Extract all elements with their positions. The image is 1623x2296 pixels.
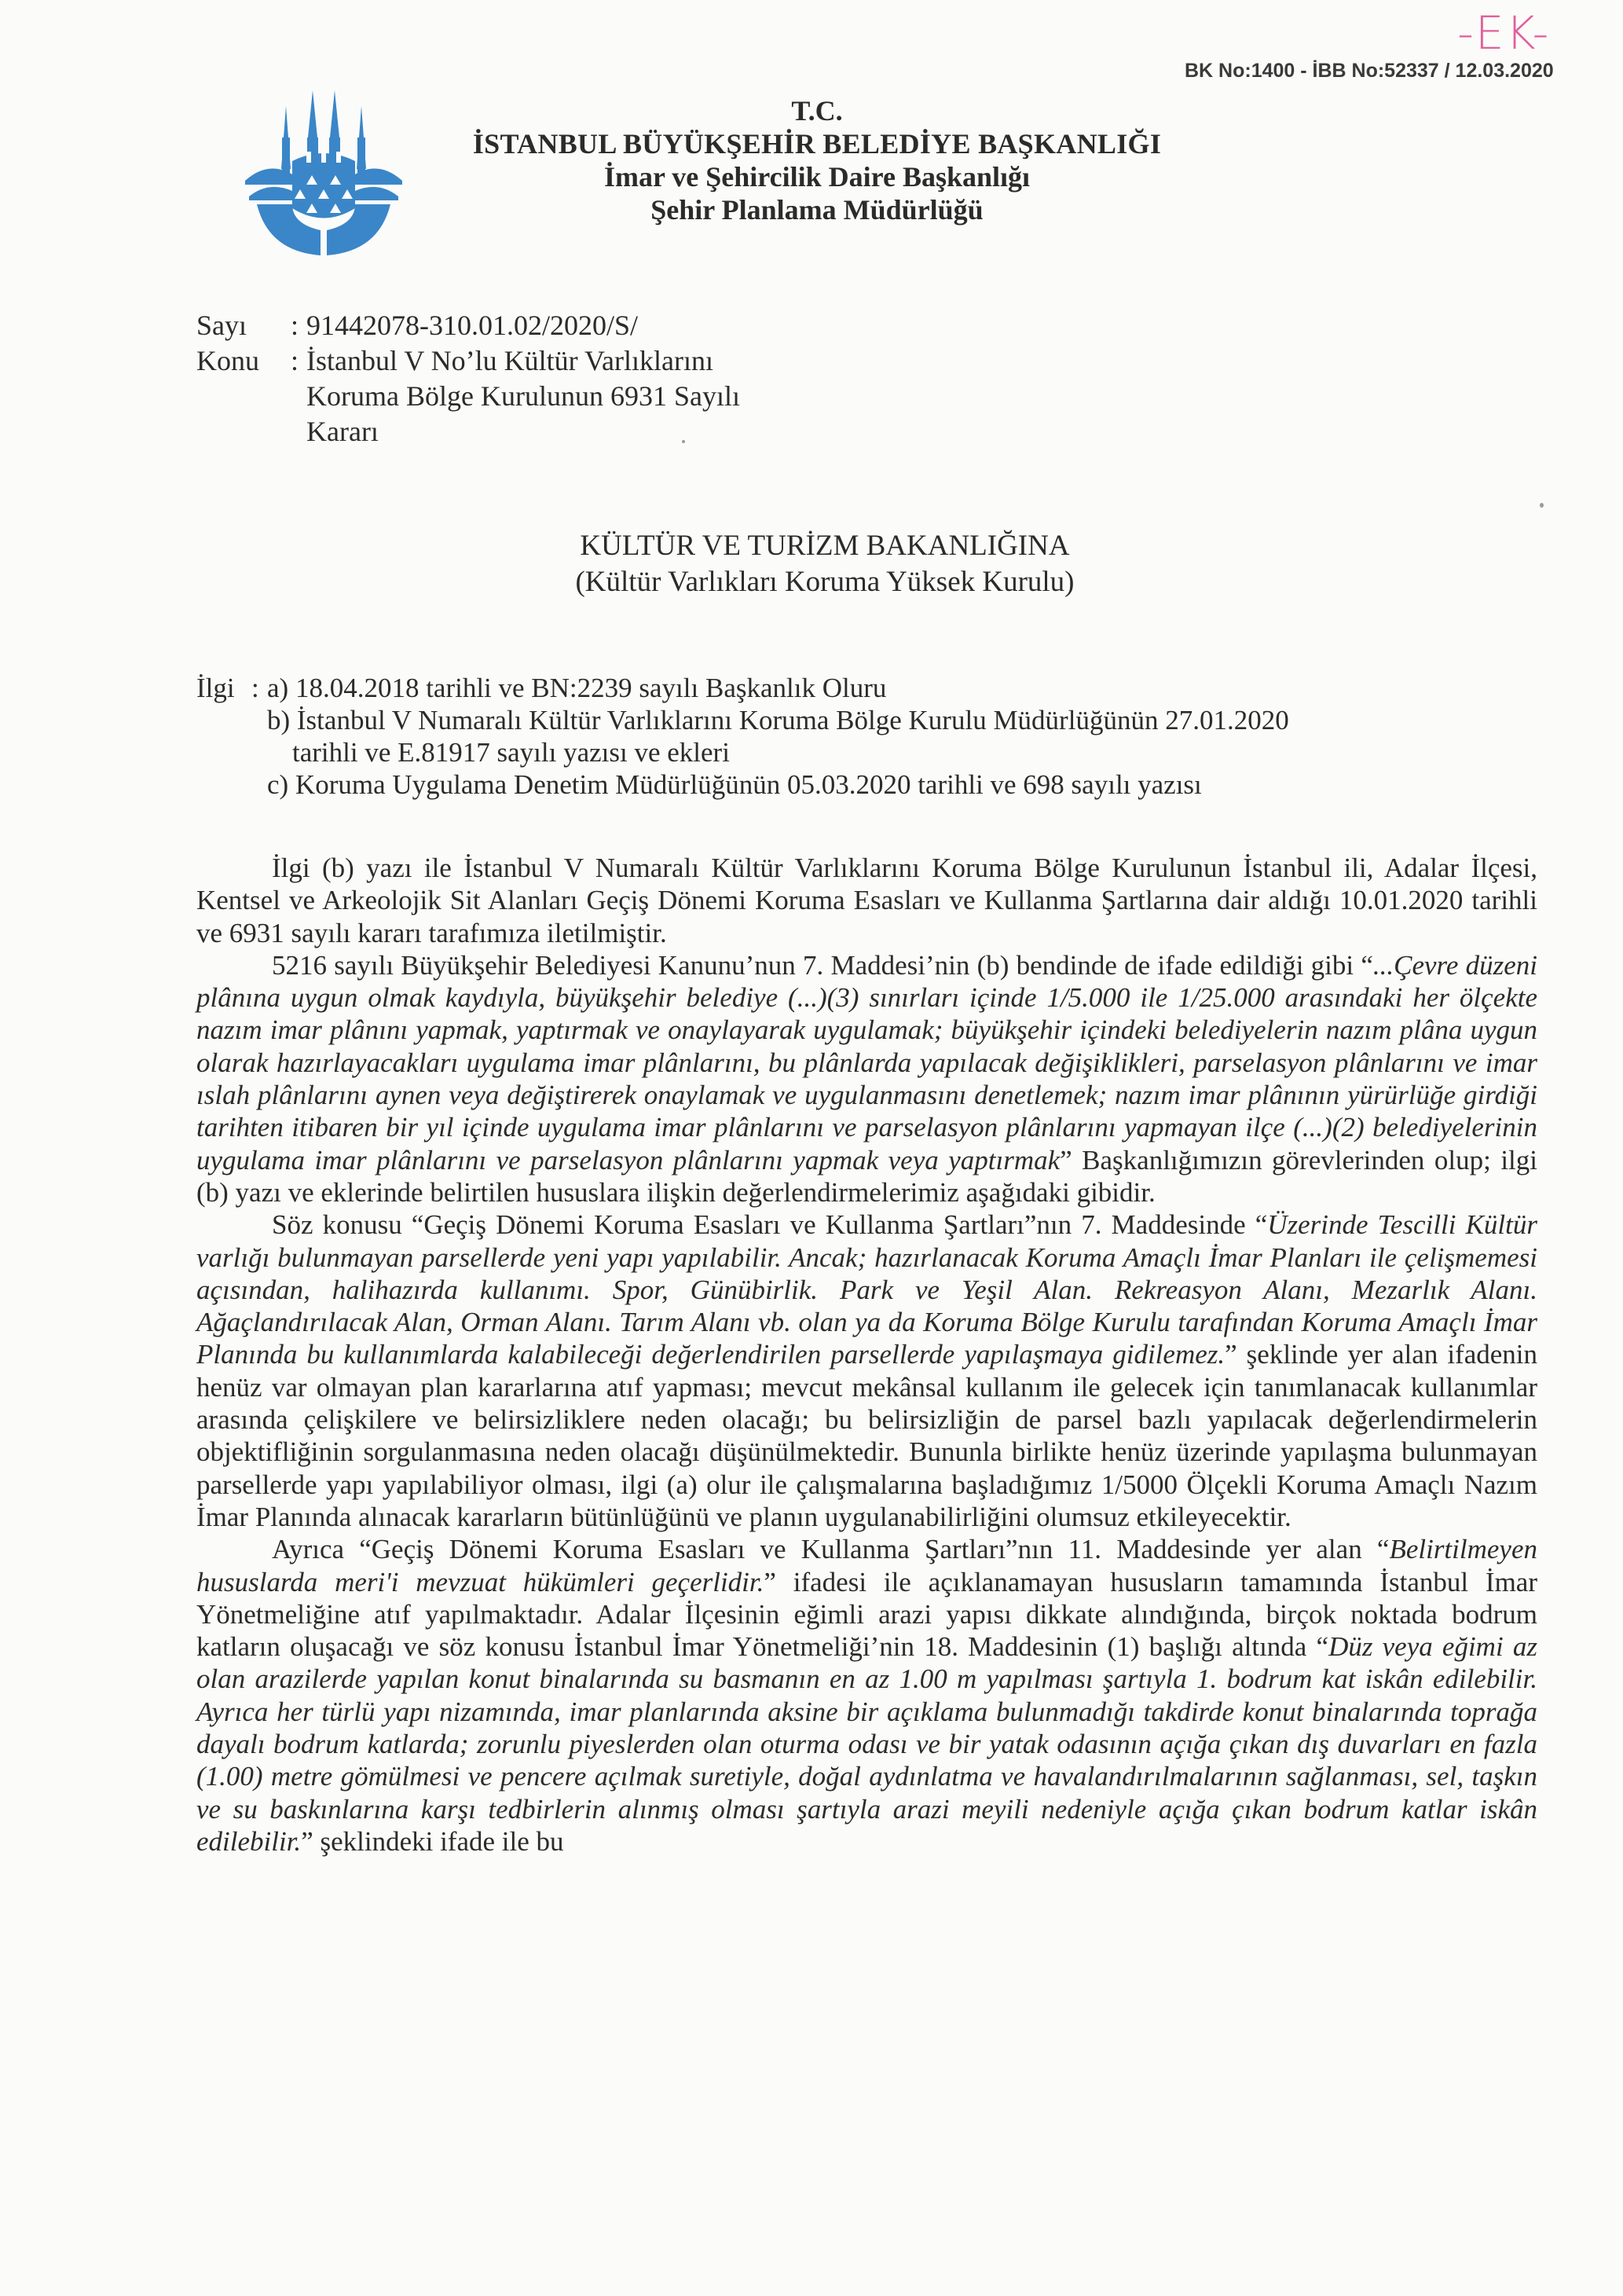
colon: : bbox=[291, 310, 299, 341]
paragraph-1: İlgi (b) yazı ile İstanbul V Numaralı Kültür Varlıklarını Koruma Bölge Kurulunun İstanbul ili, Adalar İlçesi, Kentsel ve Arkeolojik Sit Alanları Geçiş Dönemi Koruma Esasları ve Kullanma Şartlarına dair aldığı 10.01.2020 tarihli ve 6931 sayılı kararı tarafımıza iletilmiştir. bbox=[196, 853, 1537, 948]
reference-item-a: a) 18.04.2018 tarihli ve BN:2239 sayılı Başkanlık Oluru bbox=[267, 673, 887, 703]
reference-number: BK No:1400 - İBB No:52337 / 12.03.2020 bbox=[1185, 60, 1554, 82]
konu-line: Kararı bbox=[306, 416, 379, 447]
addressee-board: (Kültür Varlıkları Koruma Yüksek Kurulu) bbox=[575, 566, 1075, 598]
reference-item-c: c) Koruma Uygulama Denetim Müdürlüğünün 05.03.2020 tarihli ve 698 sayılı yazısı bbox=[267, 769, 1202, 800]
konu-line: İstanbul V No’lu Kültür Varlıklarını bbox=[306, 345, 713, 376]
sayi-label: Sayı bbox=[196, 310, 247, 341]
ek-stamp: -EK- bbox=[1457, 6, 1551, 60]
law-quote: ...Çevre düzeni plânına uygun olmak kaydıyla, büyükşehir belediye (...)(3) sınırları içinde 1/5.000 ile 1/25.000 arasındaki her ölçekte nazım imar plânını yapmak, yaptırmak ve onaylayarak uygulamak; büyükşehir içindeki belediyelerin nazım plâna uygun olarak hazırlayacakları uygulama imar plânlarını, bu plânlarda yapılacak değişiklikleri, parselasyon plânlarını ve imar ıslah plânlarını aynen veya değiştirerek onaylamak ve uygulanmasını denetlemek; nazım imar plânının yürürlüğe girdiği tarihten itibaren bir yıl içinde uygulama imar plânlarını ve parselasyon plânlarını yapmayan ilçe (...)(2) belediyelerinin uygulama imar plânlarını ve parselasyon plânlarını yapmak veya yaptırmak bbox=[196, 949, 1537, 1176]
paragraph-4: Ayrıca “Geçiş Dönemi Koruma Esasları ve Kullanma Şartları”nın 11. Maddesinde yer alan “Belirtilmeyen hususlarda meri'i mevzuat hükümleri geçerlidir.” ifadesi ile açıklanamayan hususların tamamında İstanbul İmar Yönetmeliğine atıf yapılmaktadır. Adalar İlçesinin eğimli arazi yapısı dikkate alındığında, birçok noktada bodrum katların oluşacağı ve söz konusu İstanbul İmar Yönetmeliği’nin 18. Maddesinin (1) başlığı altında “Düz veya eğimi az olan arazilerde yapılan konut binalarında su basmanın en az 1.00 m yapılması şartıyla 1. bodrum kat iskân edilebilir. Ayrıca her türlü yapı nizamında, imar planlarında aksine bir açıklama bulunmadığı takdirde konut binalarında toprağa dayalı bodrum katlarda; zorunlu piyeslerden olan oturma odası ve bir yatak odasının açığa çıkan dış duvarları en fazla (1.00) metre gömülmesi ve pencere açılmak suretiyle, doğal aydınlatma ve havalandırılmalarının sağlanması, sel, taşkın ve su baskınlarına karşı tedbirlerin alınmış olması şartıyla arazi meyili nedeniyle açığa çıkan bodrum katlar iskân edilebilir.” şeklindeki ifade ile bu bbox=[196, 1534, 1537, 1857]
konu-line: Koruma Bölge Kurulunun 6931 Sayılı bbox=[306, 380, 740, 412]
scan-speck bbox=[682, 440, 685, 443]
sayi-value: 91442078-310.01.02/2020/S/ bbox=[306, 310, 639, 341]
ibb-mosque-logo-icon bbox=[245, 90, 402, 255]
addressee bbox=[471, 528, 1178, 600]
references-section bbox=[196, 672, 1289, 801]
reference-item-b-cont: tarihli ve E.81917 sayılı yazısı ve ekleri bbox=[292, 737, 730, 768]
ilgi-label: İlgi bbox=[196, 673, 235, 703]
header-directorate: Şehir Planlama Müdürlüğü bbox=[650, 194, 984, 226]
colon: : bbox=[291, 345, 299, 376]
paragraph-3: Söz konusu “Geçiş Dönemi Koruma Esasları ve Kullanma Şartları”nın 7. Maddesinde “Üzerinde Tescilli Kültür varlığı bulunmayan parsellerde yeni yapı yapılabilir. Ancak; hazırlanacak Koruma Amaçlı İmar Planları ile çelişmemesi açısından, halihazırda kullanımı. Spor, Günübirlik. Park ve Yeşil Alan. Rekreasyon Alanı, Mezarlık Alanı. Ağaçlandırılacak Alan, Orman Alanı. Tarım Alanı vb. olan ya da Koruma Bölge Kurulu tarafından Koruma Amaçlı İmar Planında bu kullanımlarda kalabileceği değerlendirilen parsellerde yapılaşmaya gidilemez.” şeklinde yer alan ifadenin henüz var olmayan plan kararlarına atıf yapması; mevcut mekânsal kullanım ile gelecek için tanımlanacak kullanımlar arasında çelişkilere ve belirsizliklere neden olacağı; bu belirsizliğin de parsel bazlı yapılacak değerlendirmelerin objektifliğinin sorgulanmasına neden olacağı düşünülmektedir. Bununla birlikte henüz üzerinde yapılaşma bulunmayan parsellerde yapı yapılabiliyor olması, ilgi (a) olur ile çalışmalarına başladığımız 1/5000 Ölçekli Koruma Amaçlı Nazım İmar Planında alınacak kararların bütünlüğünü ve planın uygulanabilirliğini olumsuz etkileyecektir. bbox=[196, 1209, 1537, 1532]
article-7-quote: Üzerinde Tescilli Kültür varlığı bulunmayan parsellerde yeni yapı yapılabilir. Ancak; hazırlanacak Koruma Amaçlı İmar Planları ile çelişmemesi açısından, halihazırda kullanımı. Spor, Günübirlik. Park ve Yeşil Alan. Rekreasyon Alanı, Mezarlık Alanı. Ağaçlandırılacak Alan, Orman Alanı. Tarım Alanı vb. olan ya da Koruma Bölge Kurulu tarafından Koruma Amaçlı İmar Planında bu kullanımlarda kalabileceği değerlendirilen parsellerde yapılaşmaya gidilemez. bbox=[196, 1209, 1537, 1370]
scan-speck bbox=[1540, 503, 1544, 508]
letter-meta bbox=[196, 308, 740, 449]
regulation-18-quote: Düz veya eğimi az olan arazilerde yapılan konut binalarında su basmanın en az 1.00 m yapılması şartıyla 1. bodrum kat iskân edilebilir. Ayrıca her türlü yapı nizamında, imar planlarında aksine bir açıklama bulunmadığı takdirde konut binalarında toprağa dayalı bodrum katlarda; zorunlu piyeslerden olan oturma odası ve bir yatak odasının açığa çıkan dış duvarları en fazla (1.00) metre gömülmesi ve pencere açılmak suretiyle, doğal aydınlatma ve havalandırılmalarının sağlanması, sel, taşkın ve su baskınlarına karşı tedbirlerin alınmış olması şartıyla arazi meyili nedeniyle açığa çıkan bodrum katlar iskân edilebilir. bbox=[196, 1631, 1537, 1857]
addressee-ministry: KÜLTÜR VE TURİZM BAKANLIĞINA bbox=[580, 530, 1070, 562]
colon: : bbox=[251, 673, 259, 703]
header-institution: İSTANBUL BÜYÜKŞEHİR BELEDİYE BAŞKANLIĞI bbox=[472, 128, 1162, 160]
header-tc: T.C. bbox=[791, 95, 843, 127]
konu-label: Konu bbox=[196, 345, 259, 376]
paragraph-2: 5216 sayılı Büyükşehir Belediyesi Kanunu’nun 7. Maddesi’nin (b) bendinde de ifade edildiği gibi “...Çevre düzeni plânına uygun olmak kaydıyla, büyükşehir belediye (...)(3) sınırları içinde 1/5.000 ile 1/25.000 arasındaki her ölçekte nazım imar plânını yapmak, yaptırmak ve onaylayarak uygulamak; büyükşehir içindeki belediyelerin nazım plâna uygun olarak hazırlayacakları uygulama imar plânlarını, bu plânlarda yapılacak değişiklikleri, parselasyon plânlarını ve imar ıslah plânlarını aynen veya değiştirerek onaylamak ve uygulanmasını denetlemek; nazım imar plânının yürürlüğe girdiği tarihten itibaren bir yıl içinde uygulama imar plânlarını ve parselasyon plânlarını yapmayan ilçe (...)(2) belediyelerinin uygulama imar plânlarını ve parselasyon plânlarını yapmak veya yaptırmak” Başkanlığımızın görevlerinden olup; ilgi (b) yazı ve eklerinde belirtilen hususlara ilişkin değerlendirmelerimiz aşağıdaki gibidir. bbox=[196, 949, 1537, 1208]
article-11-quote: Belirtilmeyen hususlarda meri'i mevzuat hükümleri geçerlidir. bbox=[196, 1534, 1537, 1597]
reference-item-b: b) İstanbul V Numaralı Kültür Varlıklarını Koruma Bölge Kurulu Müdürlüğünün 27.01.2020 bbox=[267, 705, 1289, 735]
letter-body bbox=[196, 852, 1537, 1858]
header-department: İmar ve Şehircilik Daire Başkanlığı bbox=[603, 161, 1031, 193]
letterhead bbox=[424, 94, 1210, 226]
